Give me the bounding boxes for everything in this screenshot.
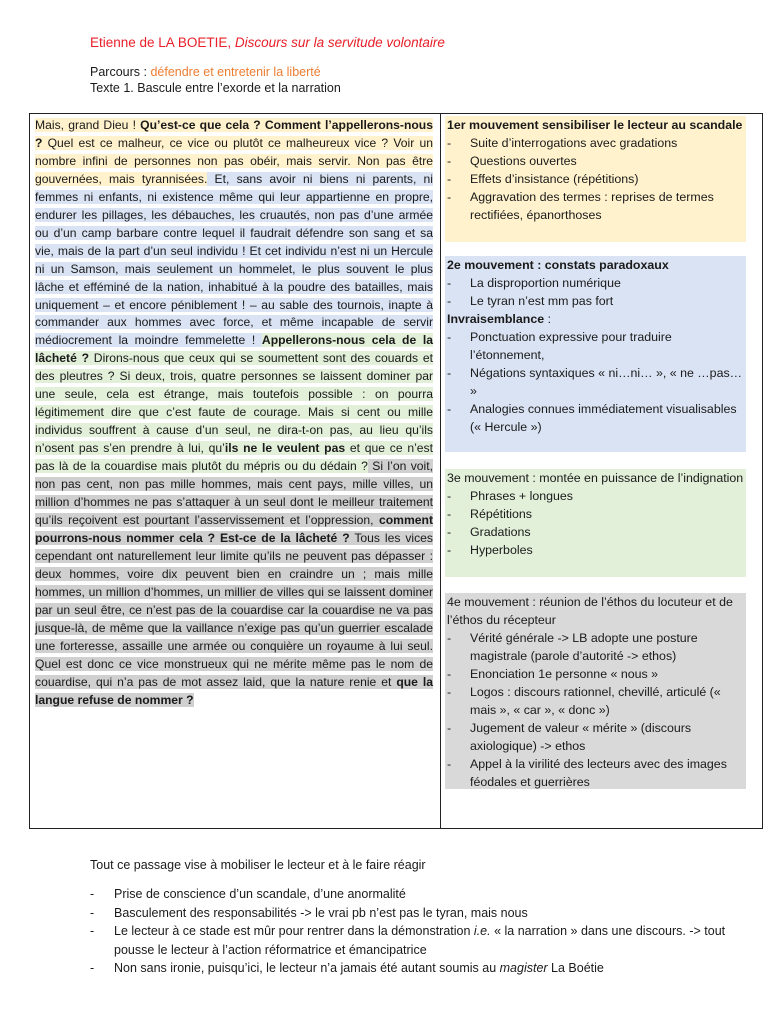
list-item: - Suite d’interrogations avec gradations bbox=[447, 134, 744, 152]
analysis-table bbox=[29, 113, 763, 829]
list-item: - Analogies connues immédiatement visualisables (« Hercule ») bbox=[447, 400, 744, 436]
text-green-2: et que ce n’est pas là de la couardise mais plutôt du mépris ou du dédain ? bbox=[35, 441, 433, 474]
page-title bbox=[90, 35, 445, 50]
list-item: - Gradations bbox=[447, 523, 744, 541]
text-gray-1: Si l’on voit, non pas cent, non pas mille hommes, mais cent pays, mille villes, un million d’hommes ne pas s’attaquer à un seul dont le meilleur traitement qu’ils reçoivent est pourtant l’asservissement et l’oppression, bbox=[35, 459, 433, 527]
summary-item: - Prise de conscience d’un scandale, d’une anormalité bbox=[90, 885, 740, 904]
text-blue-1: Et, sans avoir ni biens ni parents, ni femmes ni enfants, ni existence même qui leur appartienne en propre, endurer les pillages, les débauches, les cruautés, non pas d’une armée ou d’un camp barbare contre lequel il faudrait défendre son sang et sa vie, mais de la part d’un seul individu ! Et cet individu n’est ni un Hercule ni un Samson, mais seulement un hommelet, le plus souvent le plus lâche et efféminé de la nation, inhabitué à la poudre des batailles, mais uniquement – et encore péniblement ! – au sable des tournois, inapte à commander aux hommes avec force, et même incapable de servir médiocrement la moindre femmelette ! bbox=[35, 171, 433, 348]
text-question-1: Qu’est-ce que cela ? Comment l’appellerons-nous ? bbox=[35, 118, 433, 150]
text-bold-1: ils ne le veulent pas bbox=[224, 441, 346, 456]
text-gray-2: Tous les vices cependant ont naturellement leur limite qu’ils ne peuvent pas dépasser : deux hommes, voire dix peuvent bien en craindre un ; mais mille hommes, un million d’hommes, un millier de villes qui se laissent dominer par un seul être, ce n’est pas de la couardise car la couardise ne va pas jusque-là, de même que la vaillance n’exige pas qu’un guerrier escalade une forteresse, assaille une armée ou conquière un royaume à lui seul. Quel est donc ce vice monstrueux qui ne mérite même pas le nom de couardise, qui n’a pas de mot assez laid, que la nature renie et bbox=[35, 530, 433, 689]
list-item: - Appel à la virilité des lecteurs avec des images féodales et guerrières bbox=[447, 755, 744, 791]
movement-2 bbox=[445, 256, 746, 452]
list-item: - Jugement de valeur « mérite » (discours axiologique) -> ethos bbox=[447, 719, 744, 755]
author: Etienne de LA BOETIE, bbox=[90, 35, 235, 50]
movement-4-list bbox=[447, 629, 744, 791]
source-text bbox=[35, 117, 433, 709]
text-question-4: que la langue refuse de nommer ? bbox=[35, 674, 433, 707]
text-question-2: Appellerons-nous cela de la lâcheté ? bbox=[35, 333, 433, 366]
summary-item: - Basculement des responsabilités -> le vrai pb n’est pas le tyran, mais nous bbox=[90, 904, 740, 923]
summary-item: - Non sans ironie, puisqu’ici, le lecteur n’a jamais été autant soumis au magister La Boétie bbox=[90, 959, 740, 978]
list-item: - Phrases + longues bbox=[447, 487, 744, 505]
movement-2-subtitle: Invraisemblance : bbox=[447, 312, 552, 326]
movement-4-title: 4e mouvement : réunion de l’éthos du locuteur et de l’éthos du récepteur bbox=[447, 595, 733, 627]
work-title: Discours sur la servitude volontaire bbox=[234, 35, 445, 50]
list-item: - Effets d’insistance (répétitions) bbox=[447, 170, 744, 188]
movement-3-title: 3e mouvement : montée en puissance de l’indignation bbox=[447, 471, 744, 485]
movement-1 bbox=[445, 116, 746, 242]
movement-2-list-2 bbox=[447, 328, 744, 436]
list-item: - Hyperboles bbox=[447, 541, 744, 559]
text-green-1: Dirons-nous que ceux qui se soumettent sont des couards et des pleutres ? Si deux, trois, quatre personnes se laissent dominer par une seule, cela est étrange, mais toutefois possible : on pourra légitimement dire que c’est faute de courage. Mais si cent ou mille individus souffrent à cause d’un seul, ne dira-t-on pas, au lieu qu’ils n’osent pas s’en prendre à lui, qu’ bbox=[35, 351, 433, 456]
list-item: - Vérité générale -> LB adopte une posture magistrale (parole d’autorité -> ethos) bbox=[447, 629, 744, 665]
parcours-line bbox=[90, 65, 321, 79]
list-item: - Aggravation des termes : reprises de termes rectifiées, épanorthoses bbox=[447, 188, 744, 224]
movement-3-list bbox=[447, 487, 744, 559]
parcours-value: défendre et entretenir la liberté bbox=[150, 65, 321, 79]
movement-1-list bbox=[447, 134, 744, 224]
list-item: - Répétitions bbox=[447, 505, 744, 523]
summary-item: - Le lecteur à ce stade est mûr pour rentrer dans la démonstration i.e. « la narration » dans une discours. -> tout pousse le lecteur à l’action réformatrice et émancipatrice bbox=[90, 922, 740, 959]
list-item: - Logos : discours rationnel, chevillé, articulé (« mais », « car », « donc ») bbox=[447, 683, 744, 719]
movement-2-list bbox=[447, 274, 744, 310]
movement-2-title: 2e mouvement : constats paradoxaux bbox=[447, 258, 669, 272]
texte-line: Texte 1. Bascule entre l’exorde et la narration bbox=[90, 81, 341, 95]
text-yellow-2: Quel est ce malheur, ce vice ou plutôt ce malheureux vice ? Voir un nombre infini de personnes non pas obéir, mais servir. Non pas être gouvernées, mais tyrannisées. bbox=[35, 135, 433, 186]
parcours-label: Parcours : bbox=[90, 65, 151, 79]
list-item: - Négations syntaxiques « ni…ni… », « ne …pas… » bbox=[447, 364, 744, 400]
movement-4 bbox=[445, 593, 746, 789]
list-item: - Questions ouvertes bbox=[447, 152, 744, 170]
analysis-column bbox=[445, 116, 746, 789]
text-question-3: comment pourrons-nous nommer cela ? Est-ce de la lâcheté ? bbox=[35, 512, 433, 545]
movement-1-title: 1er mouvement sensibiliser le lecteur au scandale bbox=[447, 118, 743, 132]
list-item: - Le tyran n’est mm pas fort bbox=[447, 292, 744, 310]
summary-intro: Tout ce passage vise à mobiliser le lecteur et à le faire réagir bbox=[90, 858, 426, 872]
column-divider bbox=[440, 114, 441, 828]
list-item: - Ponctuation expressive pour traduire l’étonnement, bbox=[447, 328, 744, 364]
text-yellow-1: Mais, grand Dieu ! bbox=[35, 118, 141, 132]
summary-list bbox=[90, 885, 740, 978]
list-item: - La disproportion numérique bbox=[447, 274, 744, 292]
list-item: - Enonciation 1e personne « nous » bbox=[447, 665, 744, 683]
movement-3 bbox=[445, 469, 746, 577]
